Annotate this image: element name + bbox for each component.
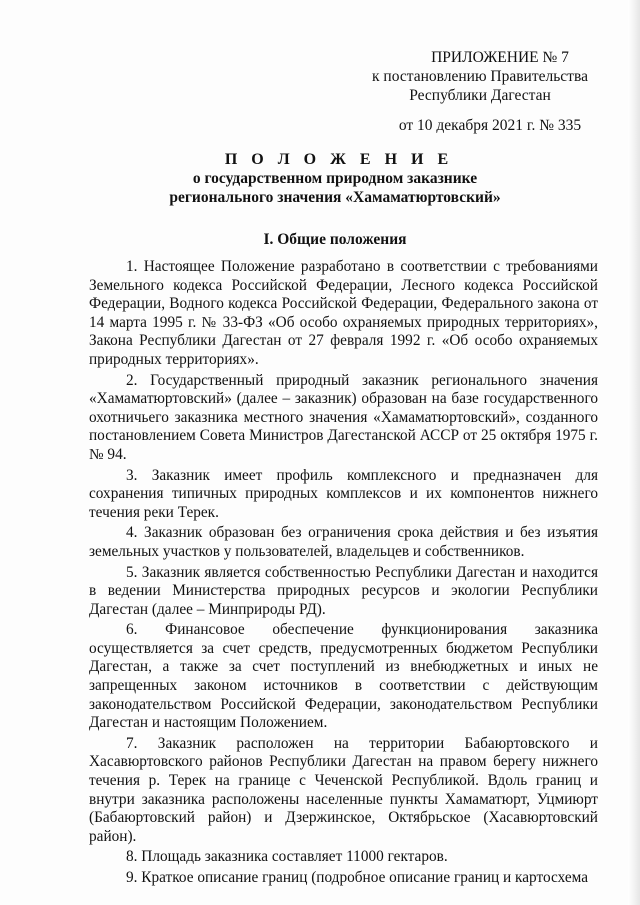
appendix-header — [360, 48, 600, 135]
scan-edge — [628, 0, 640, 905]
paragraph-8: 8. Площадь заказника составляет 11000 гектаров. — [126, 848, 448, 866]
appendix-reference: к постановлению Правительства — [372, 68, 588, 85]
paragraph-2: 2. Государственный природный заказник регионального значения «Хамаматюртовский» (далее – заказник) образован на базе государственного охотничьего заказника местного значения «Хамаматюртовский», созданного постановлением Совета Министров Дагестанской АССР от 25 октября 1975 г. № 94. — [89, 371, 598, 463]
paragraph-4: 4. Заказник образован без ограничения срока действия и без изъятия земельных участков у пользователей, владельцев и собственников. — [89, 524, 598, 560]
paragraph-7: 7. Заказник расположен на территории Бабаюртовского и Хасавюртовского районов Республики Дагестан на правом берегу нижнего течения р. Терек на границе с Чеченской Республикой. Вдоль границ и внутри заказника расположены населенные пункты Хамаматюрт, Уцмиюрт (Бабаюртовский район) и Дзержинское, Октябрьское (Хасавюртовский район). — [89, 734, 598, 845]
paragraph-9: 9. Краткое описание границ (подробное описание границ и картосхема — [126, 869, 589, 886]
appendix-date: от 10 декабря 2021 г. № 335 — [398, 117, 582, 134]
section-title: I. Общие положения — [263, 231, 407, 248]
paragraph-3: 3. Заказник имеет профиль комплексного и предназначен для сохранения типичных природных комплексов и их компонентов нижнего течения реки Терек. — [89, 466, 598, 521]
appendix-number: ПРИЛОЖЕНИЕ № 7 — [431, 49, 569, 66]
paragraph-6: 6. Финансовое обеспечение функционирования заказника осуществляется за счет средств, предусмотренных бюджетом Республики Дагестан, а также за счет поступлений из внебюджетных и иных не запрещенных законом источников в соответствии с действующим законодательством Российской Федерации, законодательством Республики Дагестан и настоящим Положением. — [89, 621, 598, 732]
document-subtitle-line1: о государственном природном заказнике — [192, 170, 478, 187]
paragraph-5: 5. Заказник является собственностью Республики Дагестан и находится в ведении Министерства природных ресурсов и экологии Республики Дагестан (далее – Минприроды РД). — [89, 563, 598, 618]
document-title-block — [90, 150, 580, 207]
paragraph-1: 1. Настоящее Положение разработано в соответствии с требованиями Земельного кодекса Российской Федерации, Лесного кодекса Российской Федерации, Водного кодекса Российской Федерации, Федерального закона от 14 марта 1995 г. № 33-ФЗ «Об особо охраняемых природных территориях», Закона Республики Дагестан от 27 февраля 1992 г. «Об особо охраняемых природных территориях». — [89, 258, 598, 368]
document-body — [89, 258, 598, 890]
document-title: П О Л О Ж Е Н И Е — [224, 151, 454, 168]
document-subtitle-line2: регионального значения «Хамаматюртовский» — [169, 189, 501, 206]
appendix-authority: Республики Дагестан — [409, 87, 551, 104]
